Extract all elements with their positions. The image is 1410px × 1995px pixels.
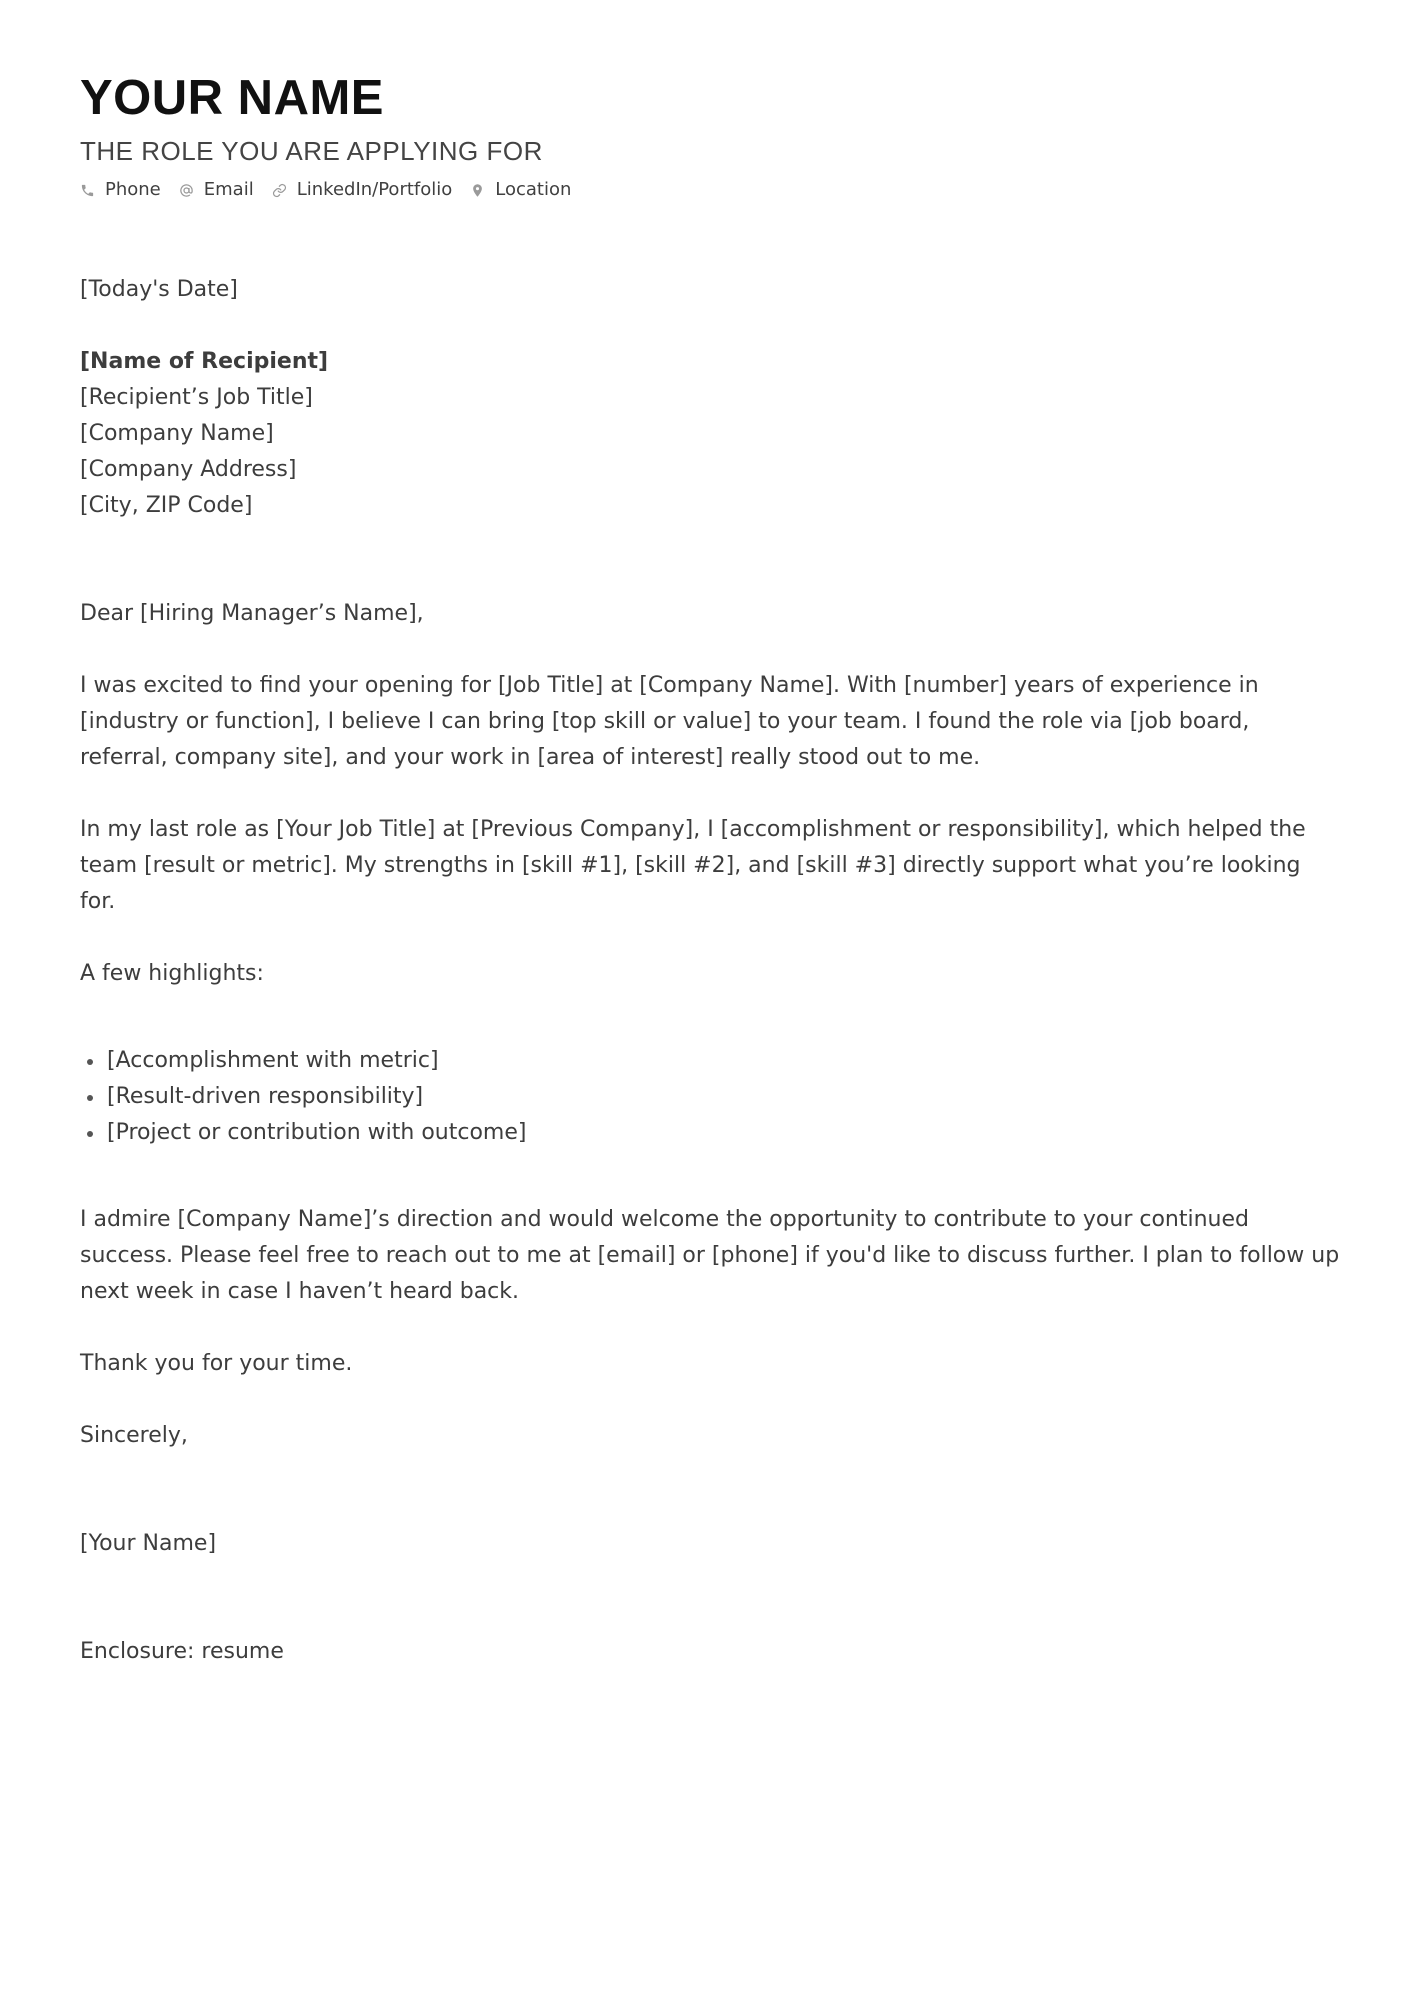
letter-header — [80, 72, 1340, 202]
applicant-name: YOUR NAME — [80, 71, 384, 125]
contact-location — [470, 178, 571, 202]
enclosure-note: Enclosure: resume — [80, 1639, 284, 1664]
contact-bar — [80, 178, 1340, 202]
recipient-city-zip: [City, ZIP Code] — [80, 493, 253, 518]
salutation: Dear [Hiring Manager’s Name], — [80, 601, 424, 626]
thanks-line: Thank you for your time. — [80, 1351, 353, 1376]
location-pin-icon — [470, 183, 485, 198]
list-item: [Project or contribution with outcome] — [80, 1115, 1340, 1151]
cover-letter-page — [80, 72, 1340, 1670]
list-item: [Result-driven responsibility] — [80, 1079, 1340, 1115]
signature-name: [Your Name] — [80, 1531, 217, 1556]
at-icon — [179, 183, 194, 198]
contact-phone — [80, 178, 161, 202]
phone-icon — [80, 183, 95, 198]
link-icon — [272, 183, 287, 198]
contact-email-label: Email — [203, 179, 254, 200]
applied-role: THE ROLE YOU ARE APPLYING FOR — [80, 136, 543, 166]
contact-location-label: Location — [495, 179, 572, 200]
recipient-job-title: [Recipient’s Job Title] — [80, 385, 313, 410]
contact-linkedin-label: LinkedIn/Portfolio — [296, 179, 453, 200]
paragraph-experience: In my last role as [Your Job Title] at [Previous Company], I [accomplishment or responsibility], which helped the team [result or metric]. My strengths in [skill #1], [skill #2], and [skill #3] directly support what you’re looking for. — [80, 817, 1306, 914]
recipient-address: [Company Address] — [80, 457, 297, 482]
highlights-list — [80, 1043, 1340, 1151]
recipient-company: [Company Name] — [80, 421, 274, 446]
highlights-intro: A few highlights: — [80, 961, 264, 986]
letter-body — [80, 272, 1340, 1670]
contact-email — [179, 178, 254, 202]
contact-linkedin — [272, 178, 453, 202]
letter-date: [Today's Date] — [80, 277, 238, 302]
closing-line: Sincerely, — [80, 1423, 188, 1448]
recipient-name: [Name of Recipient] — [80, 349, 329, 374]
paragraph-closing: I admire [Company Name]’s direction and would welcome the opportunity to contribute to your continued success. Please feel free to reach out to me at [email] or [phone] if you'd like to discuss further. I plan to follow up next week in case I haven’t heard back. — [80, 1207, 1340, 1304]
contact-phone-label: Phone — [105, 179, 161, 200]
paragraph-intro: I was excited to find your opening for [Job Title] at [Company Name]. With [number] years of experience in [industry or function], I believe I can bring [top skill or value] to your team. I found the role via [job board, referral, company site], and your work in [area of interest] really stood out to me. — [80, 673, 1259, 770]
recipient-block — [80, 344, 1340, 524]
list-item: [Accomplishment with metric] — [80, 1043, 1340, 1079]
